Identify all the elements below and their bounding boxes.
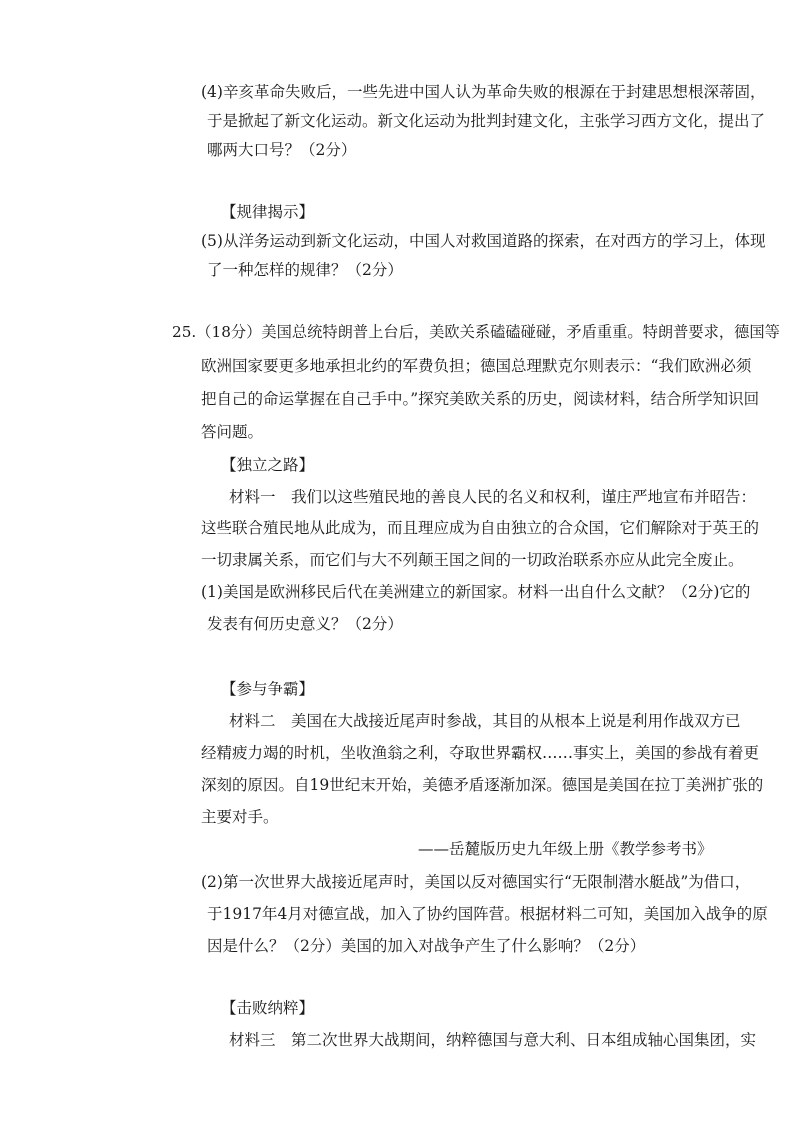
material1-line1: 材料一 我们以这些殖民地的善良人民的名义和权利，谨庄严地宣布并昭告： — [229, 488, 757, 506]
q25-part1-line2: 发表有何历史意义？（2分） — [207, 615, 403, 633]
material3-line1: 材料三 第二次世界大战期间，纳粹德国与意大利、日本组成轴心国集团，实 — [229, 1031, 757, 1049]
heading-hegemony: 【参与争霸】 — [221, 680, 315, 698]
q24-part5-line2: 了一种怎样的规律？（2分） — [207, 261, 403, 279]
material1-line3: 一切隶属关系，而它们与大不列颠王国之间的一切政治联系亦应从此完全废止。 — [201, 551, 744, 569]
q24-part4-line3: 哪两大口号？（2分） — [207, 141, 357, 159]
heading-rule-revelation: 【规律揭示】 — [221, 203, 315, 221]
q25-part2-line1: (2)第一次世界大战接近尾声时，美国以反对德国实行“无限制潜水艇战”为借口， — [201, 873, 751, 891]
material2-line4: 主要对手。 — [201, 808, 279, 826]
q25-intro-line3: 把自己的命运掌握在自己手中。”探究美欧关系的历史，阅读材料，结合所学知识回 — [201, 390, 760, 408]
heading-defeat-nazi: 【击败纳粹】 — [221, 999, 315, 1017]
q25-intro-line1: 25.（18分）美国总统特朗普上台后，美欧关系磕磕碰碰，矛盾重重。特朗普要求，德国等 — [172, 323, 780, 341]
material1-line2: 这些联合殖民地从此成为，而且理应成为自由独立的合众国，它们解除对于英王的 — [201, 519, 760, 537]
material2-source: ——岳麓版历史九年级上册《教学参考书》 — [418, 840, 713, 858]
q25-part2-line3: 因是什么？（2分）美国的加入对战争产生了什么影响？（2分） — [207, 937, 646, 955]
q25-intro-line4: 答问题。 — [201, 423, 264, 441]
material2-line1: 材料二 美国在大战接近尾声时参战，其目的从根本上说是利用作战双方已 — [229, 712, 741, 730]
q25-part2-line2: 于1917年4月对德宣战，加入了协约国阵营。根据材料二可知，美国加入战争的原 — [207, 905, 768, 923]
q24-part4-line2: 于是掀起了新文化运动。新文化运动为批判封建文化，主张学习西方文化，提出了 — [207, 112, 766, 130]
q25-part1-line1: (1)美国是欧洲移民后代在美洲建立的新国家。材料一出自什么文献？（2分)它的 — [201, 583, 751, 601]
material2-line3: 深刻的原因。自19世纪末开始，美德矛盾逐渐加深。德国是美国在拉丁美洲扩张的 — [201, 776, 764, 794]
q25-intro-line2: 欧洲国家要更多地承担北约的军费负担；德国总理默克尔则表示：“我们欧洲必须 — [201, 357, 752, 375]
q24-part5-line1: (5)从洋务运动到新文化运动，中国人对救国道路的探索，在对西方的学习上，体现 — [201, 232, 766, 250]
heading-independence: 【独立之路】 — [221, 456, 315, 474]
material2-line2: 经精疲力竭的时机，坐收渔翁之利，夺取世界霸权……事实上，美国的参战有着更 — [201, 744, 760, 762]
q24-part4-line1: (4)辛亥革命失败后，一些先进中国人认为革命失败的根源在于封建思想根深蒂固， — [201, 83, 766, 101]
